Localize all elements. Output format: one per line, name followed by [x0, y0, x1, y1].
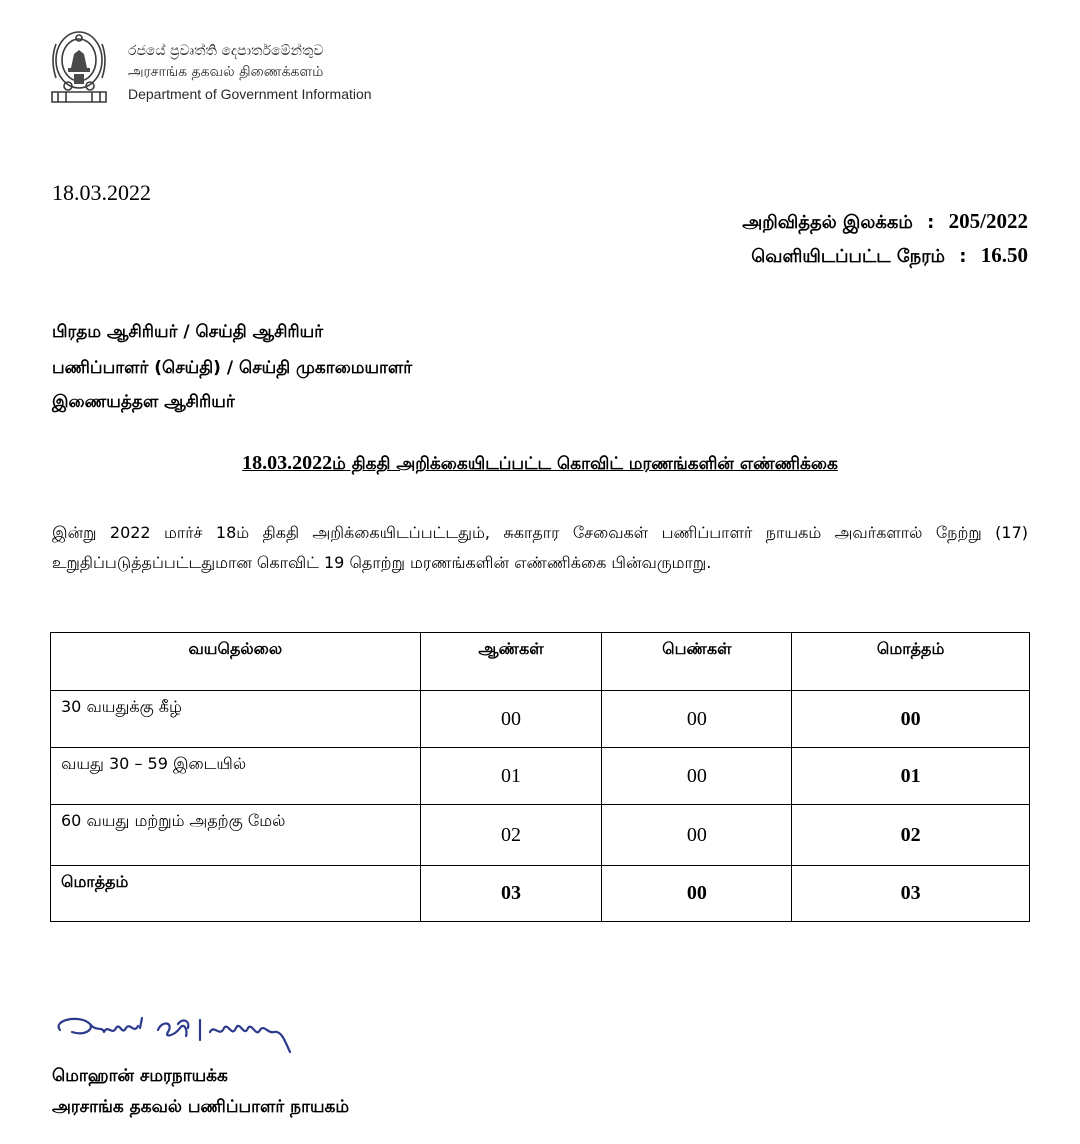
total-label-cell: மொத்தம்: [51, 866, 421, 922]
notice-number-value: 205/2022: [948, 209, 1028, 233]
document-heading: [50, 452, 1030, 476]
table-total-row: [51, 866, 1030, 922]
male-count-cell: 01: [420, 748, 602, 805]
government-emblem-icon: [44, 24, 114, 108]
male-total-cell: 03: [420, 866, 602, 922]
recipient-line: பணிப்பாளர் (செய்தி) / செய்தி முகாமையாளர்: [52, 358, 413, 378]
header-male: ஆண்கள்: [420, 633, 602, 691]
table-header-row: [51, 633, 1030, 691]
letterhead-sinhala-name: රජයේ ප්‍රවෘත්ති දෙපාර්තමේන්තුව: [128, 43, 324, 59]
age-range-cell: 30 வயதுக்கு கீழ்: [51, 691, 421, 748]
female-count-cell: 00: [602, 691, 792, 748]
total-count-cell: 01: [792, 748, 1030, 805]
recipient-line: பிரதம ஆசிரியர் / செய்தி ஆசிரியர்: [52, 322, 324, 342]
covid-deaths-table: [50, 632, 1030, 922]
grand-total-cell: 03: [792, 866, 1030, 922]
total-count-cell: 00: [792, 691, 1030, 748]
table-row: [51, 805, 1030, 866]
female-count-cell: 00: [602, 805, 792, 866]
handwritten-signature: [50, 1010, 350, 1062]
signatory-name: மொஹான் சமரநாயக்க: [52, 1066, 228, 1086]
female-total-cell: 00: [602, 866, 792, 922]
heading-text: ம் திகதி அறிக்கையிடப்பட்ட கொவிட் மரணங்களின் எண்ணிக்கை: [332, 454, 838, 474]
header-female: பெண்கள்: [602, 633, 792, 691]
body-paragraph: இன்று 2022 மார்ச் 18ம் திகதி அறிக்கையிடப்பட்டதும், சுகாதார சேவைகள் பணிப்பாளர் நாயகம் அவர்களால் நேற்று (17) உறுதிப்படுத்தப்பட்டதுமான கொவிட் 19 தொற்று மரணங்களின் எண்ணிக்கை பின்வருமாறு.: [52, 523, 1028, 572]
recipient-line: இணையத்தள ஆசிரியர்: [52, 392, 235, 412]
female-count-cell: 00: [602, 748, 792, 805]
header-total: மொத்தம்: [792, 633, 1030, 691]
age-range-cell: வயது 30 – 59 இடையில்: [51, 748, 421, 805]
notice-number-separator: :: [927, 212, 935, 233]
male-count-cell: 00: [420, 691, 602, 748]
letterhead-english-name: Department of Government Information: [128, 86, 372, 102]
letterhead-tamil-name: அரசாங்க தகவல் திணைக்களம்: [128, 64, 324, 80]
header-age-range: வயதெல்லை: [51, 633, 421, 691]
release-time-label: வெளியிடப்பட்ட நேரம்: [751, 246, 945, 267]
total-count-cell: 02: [792, 805, 1030, 866]
notice-number-label: அறிவித்தல் இலக்கம்: [742, 212, 913, 233]
release-time-row: [751, 243, 1028, 269]
age-range-cell: 60 வயது மற்றும் அதற்கு மேல்: [51, 805, 421, 866]
release-time-value: 16.50: [980, 243, 1028, 267]
signatory-title: அரசாங்க தகவல் பணிப்பாளர் நாயகம்: [52, 1097, 350, 1117]
document-date: 18.03.2022: [52, 180, 151, 205]
heading-date: 18.03.2022: [242, 452, 333, 474]
notice-number-row: [742, 209, 1028, 235]
male-count-cell: 02: [420, 805, 602, 866]
table-row: [51, 691, 1030, 748]
table-row: [51, 748, 1030, 805]
release-time-separator: :: [959, 246, 967, 267]
